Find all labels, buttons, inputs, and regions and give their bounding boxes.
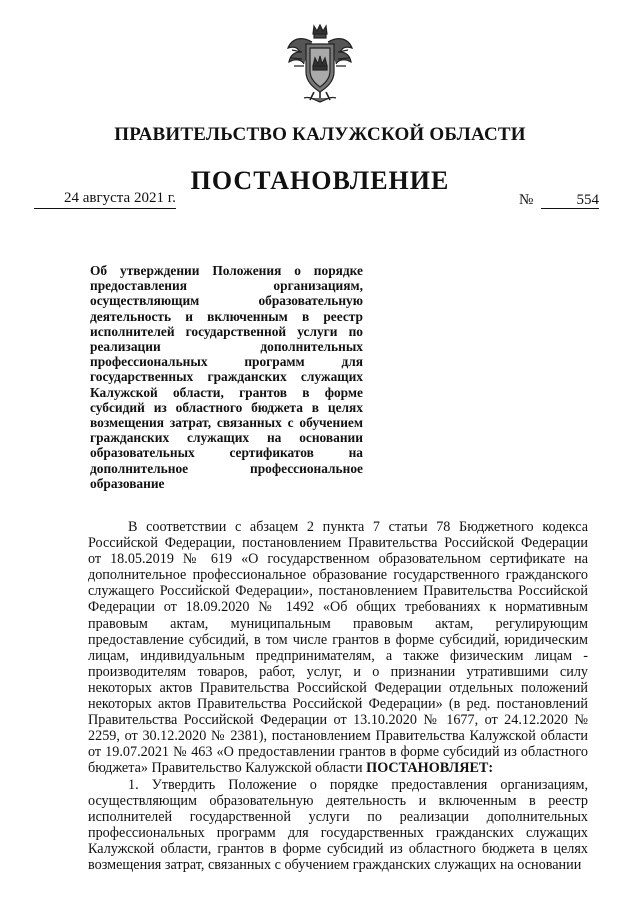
preamble-paragraph <box>88 519 588 777</box>
document-number <box>519 192 599 209</box>
preamble-text: В соответствии с абзацем 2 пункта 7 статьи 78 Бюджетного кодекса Российской Федерации, постановлением Правительства Российской Федерации от 18.05.2019 № 619 «О государственном образовательном сертификате на дополнительное профессиональное образование государственного гражданского служащего Российской Федерации», постановлением Правительства Российской Федерации от 18.09.2020 № 1492 «Об общих требованиях к нормативным правовым актам, муниципальным правовым актам, регулирующим предоставление субсидий, в том числе грантов в форме субсидий, юридическим лицам, индивидуальным предпринимателям, а также физическим лицам - производителям товаров, работ, услуг, и о признании утратившими силу некоторых актов Правительства Российской Федерации отдельных положений некоторых актов Правительства Российской Федерации» (в ред. постановлений Правительства Российской Федерации от 13.10.2020 № 1677, от 24.12.2020 № 2259, от 30.12.2020 № 2381), постановлением Правительства Калужской области от 19.07.2021 № 463 «О предоставлении грантов в форме субсидий из областного бюджета» Правительство Калужской области <box>88 519 588 777</box>
number-sign: № <box>519 192 534 208</box>
kaluga-coat-of-arms-icon <box>284 22 356 104</box>
document-date: 24 августа 2021 г. <box>64 190 176 206</box>
decision-keyword: ПОСТАНОВЛЯЕТ: <box>366 760 494 777</box>
item-1-paragraph: 1. Утвердить Положение о порядке предоставления организациям, осуществляющим образовательную деятельность и включенным в реестр исполнителей государственной услуги по реализации дополнительных профессиональных программ для государственных гражданских служащих Калужской области, грантов в форме субсидий из областного бюджета в целях возмещения затрат, связанных с обучением гражданских служащих на основании <box>88 776 588 873</box>
number-value: 554 <box>541 192 599 209</box>
document-type: ПОСТАНОВЛЕНИЕ <box>190 166 450 195</box>
document-body <box>88 519 588 873</box>
organization-title: ПРАВИТЕЛЬСТВО КАЛУЖСКОЙ ОБЛАСТИ <box>114 124 526 145</box>
document-subject: Об утверждении Положения о порядке предоставления организациям, осуществляющим образовательную деятельность и включенным в реестр исполнителей государственной услуги по реализации дополнительных профессиональных программ для государственных гражданских служащих Калужской области, грантов в форме субсидий из областного бюджета в целях возмещения затрат, связанных с обучением гражданских служащих на основании образовательных сертификатов на дополнительное профессиональное образование <box>90 263 363 491</box>
date-underline <box>34 208 176 209</box>
